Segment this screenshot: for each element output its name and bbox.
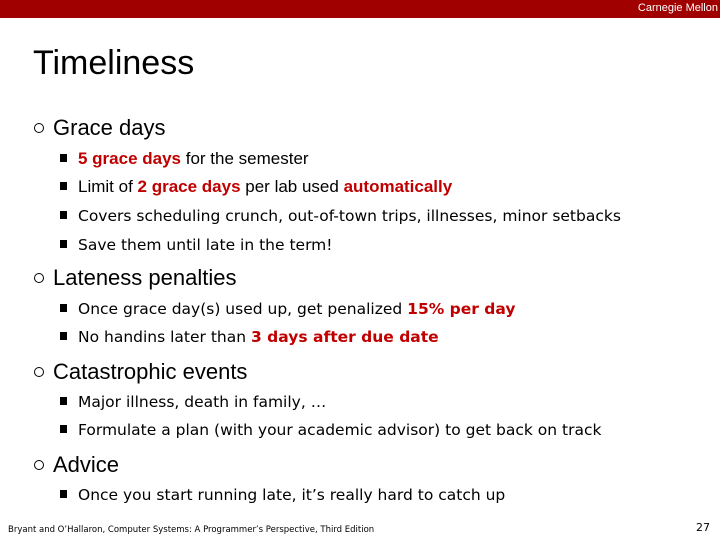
hollow-circle-bullet-icon [34, 367, 44, 377]
section-heading-grace-days: Grace days [34, 115, 166, 141]
list-item: Covers scheduling crunch, out-of-town trips, illnesses, minor setbacks [60, 207, 621, 225]
square-bullet-icon [60, 425, 67, 433]
square-bullet-icon [60, 240, 67, 248]
section-heading-catastrophic-events: Catastrophic events [34, 359, 247, 385]
footer-citation: Bryant and O’Hallaron, Computer Systems: A Programmer’s Perspective, Third Edition [8, 525, 375, 535]
institution-label: Carnegie Mellon [637, 2, 718, 14]
square-bullet-icon [60, 182, 67, 190]
list-item: Once you start running late, it’s really hard to catch up [60, 486, 505, 504]
list-item: Save them until late in the term! [60, 236, 333, 254]
list-item: No handins later than 3 days after due date [60, 328, 439, 346]
list-item: Major illness, death in family, … [60, 393, 326, 411]
section-heading-lateness-penalties: Lateness penalties [34, 265, 236, 291]
page-number: 27 [696, 521, 710, 534]
square-bullet-icon [60, 397, 67, 405]
hollow-circle-bullet-icon [34, 123, 44, 133]
square-bullet-icon [60, 490, 67, 498]
list-item: 5 grace days for the semester [60, 149, 309, 169]
header-bar [0, 0, 720, 18]
list-item: Once grace day(s) used up, get penalized 15% per day [60, 300, 515, 318]
list-item: Limit of 2 grace days per lab used automatically [60, 177, 452, 197]
list-item: Formulate a plan (with your academic advisor) to get back on track [60, 421, 601, 439]
square-bullet-icon [60, 304, 67, 312]
square-bullet-icon [60, 332, 67, 340]
section-heading-advice: Advice [34, 452, 119, 478]
slide-title: Timeliness [33, 44, 195, 82]
hollow-circle-bullet-icon [34, 273, 44, 283]
square-bullet-icon [60, 154, 67, 162]
square-bullet-icon [60, 211, 67, 219]
hollow-circle-bullet-icon [34, 460, 44, 470]
